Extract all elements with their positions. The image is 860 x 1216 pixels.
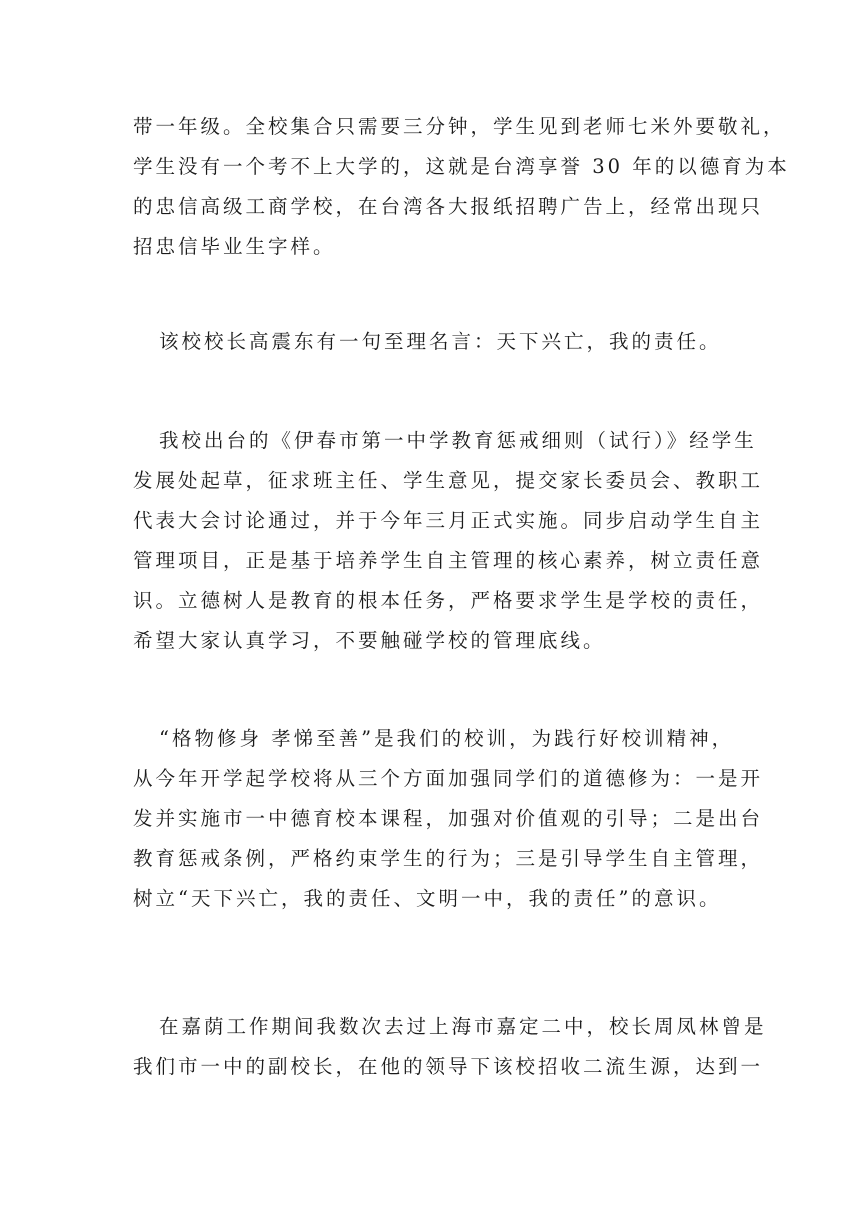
paragraph-5: [133, 1007, 767, 1087]
text-line: 带一年级。全校集合只需要三分钟，学生见到老师七米外要敬礼，: [133, 115, 786, 138]
paragraph-3: [133, 421, 764, 661]
text-line: 教育惩戒条例，严格约束学生的行为；三是引导学生自主管理，: [133, 847, 764, 870]
text-line: 发并实施市一中德育校本课程，加强对价值观的引导；二是出台: [133, 807, 764, 830]
text-line: “格物修身 孝悌至善”是我们的校训，为践行好校训精神，: [159, 727, 735, 750]
text-line: 发展处起草，征求班主任、学生意见，提交家长委员会、教职工: [133, 469, 764, 492]
text-line: 该校校长高震东有一句至理名言：天下兴亡，我的责任。: [159, 330, 722, 353]
text-line: 在嘉荫工作期间我数次去过上海市嘉定二中，校长周凤林曾是: [159, 1015, 767, 1038]
text-line: 从今年开学起学校将从三个方面加强同学们的道德修为：一是开: [133, 767, 764, 790]
text-line: 我校出台的《伊春市第一中学教育惩戒细则（试行）》经学生: [159, 429, 757, 452]
text-line: 的忠信高级工商学校，在台湾各大报纸招聘广告上，经常出现只: [133, 195, 764, 218]
text-line: 学生没有一个考不上大学的，这就是台湾享誉 30 年的以德育为本: [133, 155, 790, 178]
text-line: 识。立德树人是教育的根本任务，严格要求学生是学校的责任，: [133, 589, 764, 612]
text-line: 希望大家认真学习，不要触碰学校的管理底线。: [133, 629, 606, 652]
text-line: 管理项目，正是基于培养学生自主管理的核心素养，树立责任意: [133, 549, 764, 572]
paragraph-2: [133, 322, 733, 362]
paragraph-4: [133, 719, 764, 919]
text-line: 代表大会讨论通过，并于今年三月正式实施。同步启动学生自主: [133, 509, 764, 532]
text-line: 树立“天下兴亡，我的责任、文明一中，我的责任”的意识。: [133, 887, 722, 910]
text-line: 我们市一中的副校长，在他的领导下该校招收二流生源，达到一: [133, 1055, 764, 1078]
text-line: 招忠信毕业生字样。: [133, 235, 336, 258]
paragraph-1: [133, 107, 790, 267]
